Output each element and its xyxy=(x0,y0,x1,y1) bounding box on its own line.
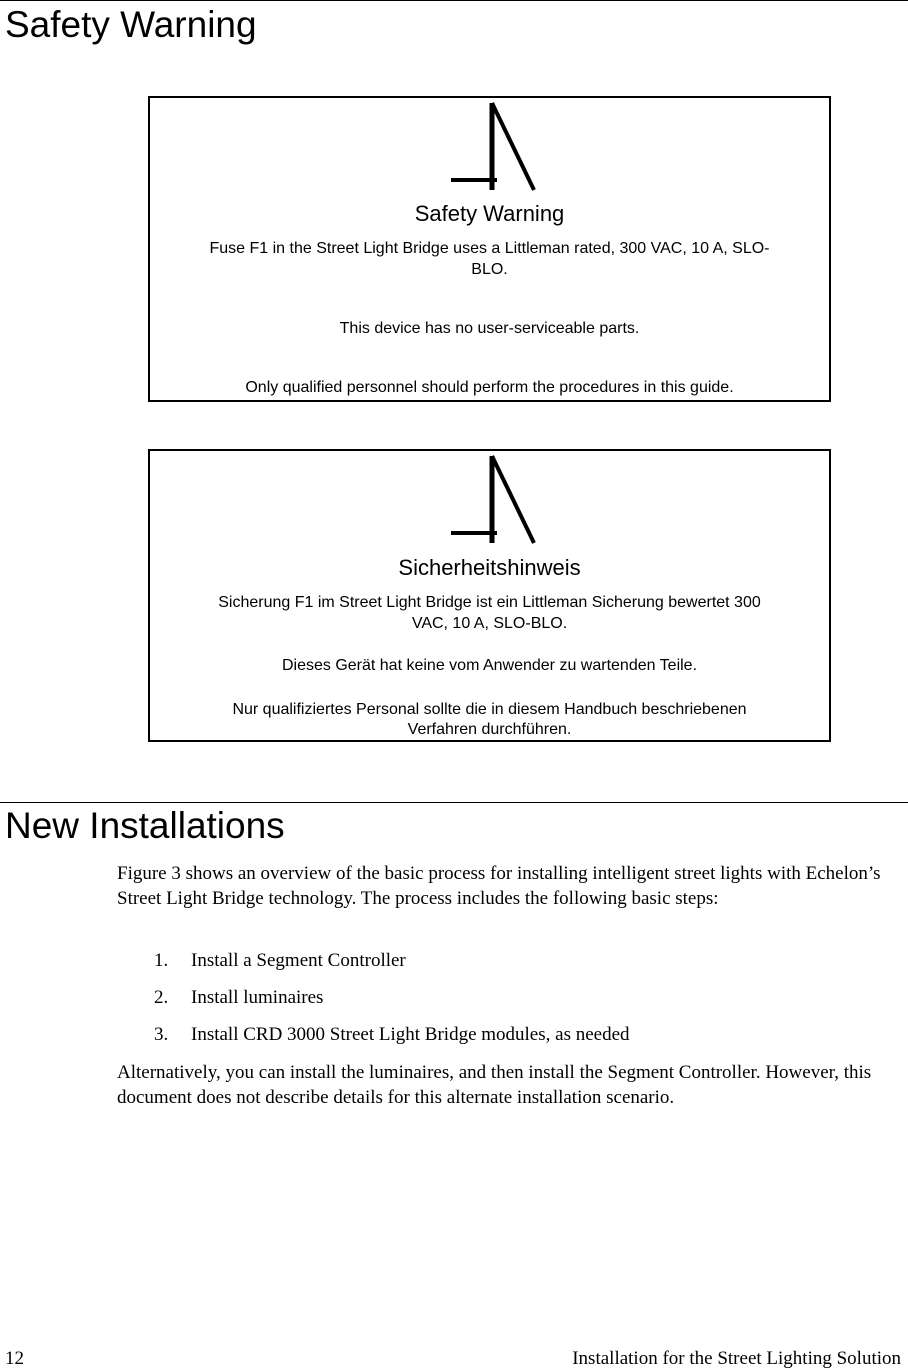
section-heading-safety-warning: Safety Warning xyxy=(5,4,257,45)
warning-text-qualified-german: Nur qualifiziertes Personal sollte die in diesem Handbuch beschriebenen xyxy=(232,701,747,718)
warning-text-fuse-german-cont: VAC, 10 A, SLO-BLO. xyxy=(411,615,568,632)
step-text: Install a Segment Controller xyxy=(191,950,406,971)
step-number: 2. xyxy=(154,987,169,1008)
top-rule xyxy=(0,0,908,1)
high-voltage-warning-icon xyxy=(445,453,540,548)
page-number: 12 xyxy=(5,1348,24,1369)
alternative-paragraph: Alternatively, you can install the luminaires, and then install the Segment Controller. However, this document does not describe details for this alternate installation scenario. xyxy=(117,1062,872,1108)
warning-text-qualified: Only qualified personnel should perform the procedures in this guide. xyxy=(245,379,734,396)
step-text: Install CRD 3000 Street Light Bridge modules, as needed xyxy=(191,1024,630,1045)
step-number: 1. xyxy=(154,950,169,971)
page-footer xyxy=(5,1347,901,1371)
warning-text-no-parts-german: Dieses Gerät hat keine vom Anwender zu wartenden Teile. xyxy=(281,657,698,674)
warning-title-german: Sicherheitshinweis xyxy=(398,555,581,580)
high-voltage-warning-icon xyxy=(445,100,540,195)
step-text: Install luminaires xyxy=(191,987,324,1008)
warning-title: Safety Warning xyxy=(414,201,565,226)
safety-warning-box-english xyxy=(148,96,831,402)
section-heading-new-installations: New Installations xyxy=(5,805,285,846)
step-number: 3. xyxy=(154,1024,169,1045)
intro-paragraph: Figure 3 shows an overview of the basic process for installing intelligent street lights with Echelon’s Street Light Bridge technology. The process includes the following basic steps: xyxy=(117,863,881,909)
warning-text-fuse-german: Sicherung F1 im Street Light Bridge ist ein Littleman Sicherung bewertet 300 xyxy=(218,594,761,611)
warning-text-fuse: Fuse F1 in the Street Light Bridge uses a Littleman rated, 300 VAC, 10 A, SLO- xyxy=(209,240,770,257)
warning-text-fuse-cont: BLO. xyxy=(471,261,508,278)
footer-document-title: Installation for the Street Lighting Solution xyxy=(572,1348,901,1369)
section-rule xyxy=(0,802,908,803)
warning-text-qualified-german-cont: Verfahren durchführen. xyxy=(407,721,572,738)
warning-text-no-parts: This device has no user-serviceable parts. xyxy=(339,320,640,337)
safety-warning-box-german xyxy=(148,449,831,742)
